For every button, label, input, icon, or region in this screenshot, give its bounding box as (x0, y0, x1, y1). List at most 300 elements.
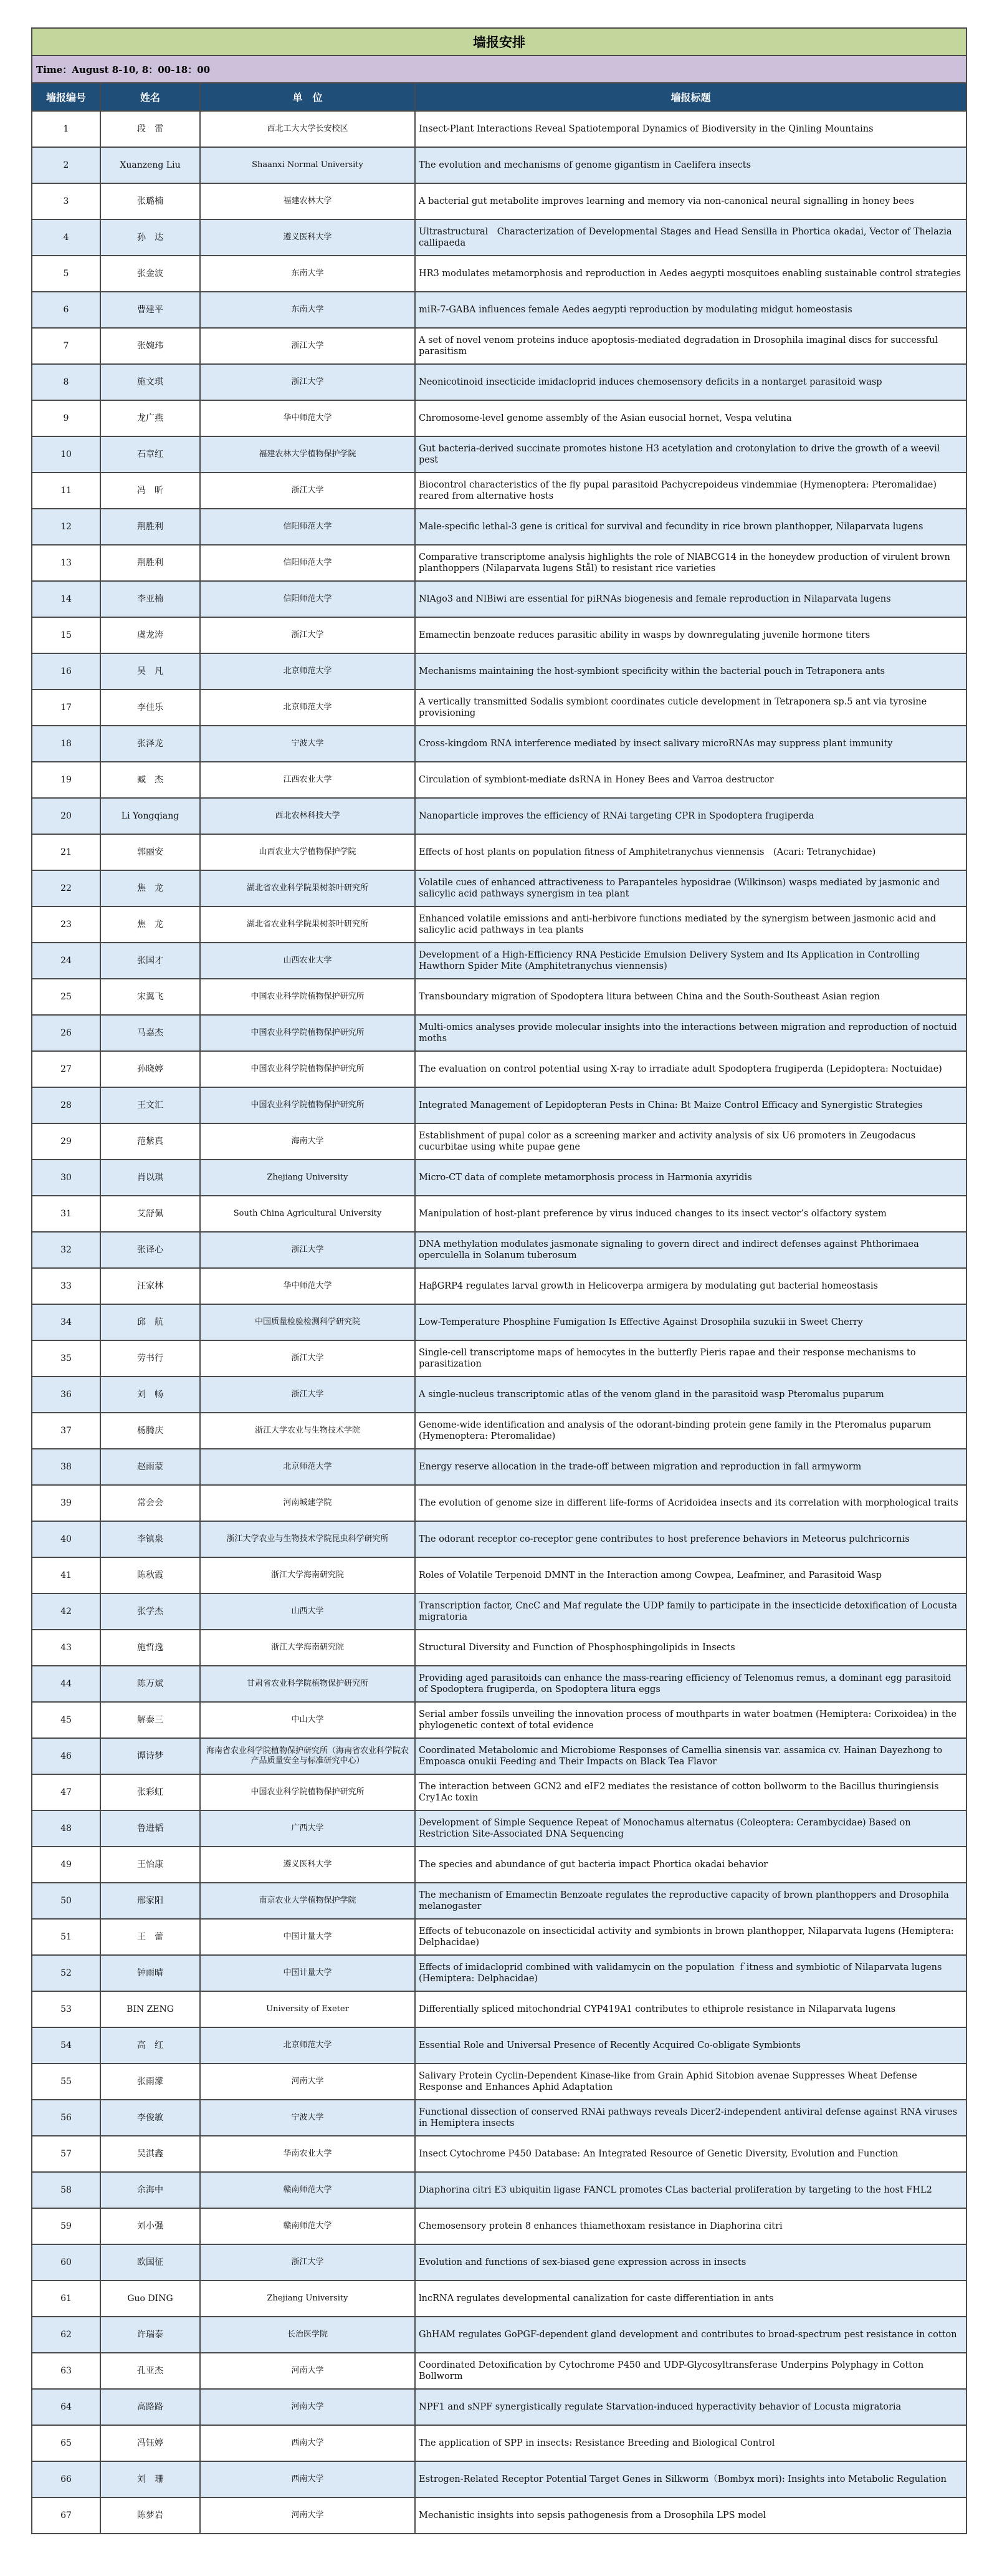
poster-title: Circulation of symbiont-mediate dsRNA in Honey Bees and Varroa destructor (415, 762, 966, 798)
presenter-name: 王怡康 (100, 1847, 200, 1883)
table-row (32, 1087, 966, 1123)
presenter-unit: 浙江大学海南研究院 (200, 1630, 415, 1666)
table-row (32, 1738, 966, 1774)
poster-number: 14 (32, 581, 100, 617)
presenter-name: 吴 凡 (100, 653, 200, 690)
table-row (32, 726, 966, 762)
presenter-name: 肖以琪 (100, 1160, 200, 1196)
presenter-unit: 西南大学 (200, 2461, 415, 2497)
poster-title: HaβGRP4 regulates larval growth in Helicoverpa armigera by modulating gut bacterial homeostasis (415, 1268, 966, 1304)
poster-number: 63 (32, 2353, 100, 2389)
table-row (32, 906, 966, 943)
poster-title: Mechanisms maintaining the host-symbiont specificity within the bacterial pouch in Tetraponera ants (415, 653, 966, 690)
presenter-name: BIN ZENG (100, 1991, 200, 2027)
presenter-unit: 中国计量大学 (200, 1919, 415, 1955)
table-row (32, 1413, 966, 1449)
poster-number: 27 (32, 1051, 100, 1087)
poster-number: 56 (32, 2100, 100, 2136)
presenter-unit: Zhejiang University (200, 2280, 415, 2317)
presenter-name: 刘小强 (100, 2208, 200, 2244)
presenter-name: 邱 航 (100, 1304, 200, 1340)
poster-number: 6 (32, 292, 100, 328)
table-row (32, 2497, 966, 2534)
presenter-name: Guo DING (100, 2280, 200, 2317)
presenter-name: 孔亚杰 (100, 2353, 200, 2389)
poster-title: GhHAM regulates GoPGF-dependent gland development and contributes to broad-spectrum pest resistance in cotton (415, 2317, 966, 2353)
poster-title: The mechanism of Emamectin Benzoate regulates the reproductive capacity of brown planthoppers and Drosophila melanogaster (415, 1883, 966, 1919)
poster-number: 67 (32, 2497, 100, 2534)
table-row (32, 2280, 966, 2317)
presenter-name: 赵雨蒙 (100, 1449, 200, 1485)
table-row (32, 111, 966, 147)
presenter-unit: 赣南师范大学 (200, 2208, 415, 2244)
table-row (32, 400, 966, 436)
poster-title: Male-specific lethal-3 gene is critical for survival and fecundity in rice brown planthopper, Nilaparvata lugens (415, 509, 966, 545)
header-unit: 单 位 (200, 83, 415, 111)
presenter-unit: 浙江大学 (200, 328, 415, 364)
presenter-name: 郭丽安 (100, 834, 200, 870)
table-row (32, 1630, 966, 1666)
poster-title: Coordinated Detoxification by Cytochrome P450 and UDP-Glycosyltransferase Underpins Polyphagy in Cotton Bollworm (415, 2353, 966, 2389)
poster-number: 3 (32, 183, 100, 219)
presenter-unit: 山西农业大学 (200, 943, 415, 979)
presenter-name: 陈梦岩 (100, 2497, 200, 2534)
poster-number: 34 (32, 1304, 100, 1340)
presenter-unit: Shaanxi Normal University (200, 147, 415, 183)
presenter-unit: 江西农业大学 (200, 762, 415, 798)
presenter-unit: 山西大学 (200, 1593, 415, 1630)
presenter-name: 张学杰 (100, 1593, 200, 1630)
poster-title: Evolution and functions of sex-biased gene expression across in insects (415, 2244, 966, 2280)
presenter-name: 荆胜利 (100, 545, 200, 581)
presenter-unit: 福建农林大学 (200, 183, 415, 219)
table-row (32, 2244, 966, 2280)
presenter-name: 王文汇 (100, 1087, 200, 1123)
poster-number: 30 (32, 1160, 100, 1196)
poster-title: Serial amber fossils unveiling the innovation process of mouthparts in water boatmen (Hemiptera: Corixoidea) in the phylogenetic context of total evidence (415, 1702, 966, 1738)
poster-number: 2 (32, 147, 100, 183)
poster-title: Transcription factor, CncC and Maf regulate the UDP family to participate in the insecticide detoxification of Locusta migratoria (415, 1593, 966, 1630)
poster-number: 66 (32, 2461, 100, 2497)
poster-title: Essential Role and Universal Presence of Recently Acquired Co-obligate Symbionts (415, 2027, 966, 2064)
poster-title: Salivary Protein Cyclin-Dependent Kinase-like from Grain Aphid Sitobion avenae Suppresses Wheat Defense Response and Enhances Aphid Adaptation (415, 2064, 966, 2100)
table-row (32, 219, 966, 256)
presenter-unit: 广西大学 (200, 1810, 415, 1847)
table-row (32, 1593, 966, 1630)
poster-number: 59 (32, 2208, 100, 2244)
table-row (32, 509, 966, 545)
table-row (32, 1919, 966, 1955)
presenter-name: 石章红 (100, 436, 200, 473)
table-row (32, 1268, 966, 1304)
presenter-unit: 河南城建学院 (200, 1485, 415, 1521)
poster-title: Genome-wide identification and analysis of the odorant-binding protein gene family in the Pteromalus puparum (Hymenoptera: Pteromalidae) (415, 1413, 966, 1449)
poster-number: 45 (32, 1702, 100, 1738)
presenter-name: 张婉玮 (100, 328, 200, 364)
poster-number: 37 (32, 1413, 100, 1449)
time-info: Time：August 8-10, 8：00-18：00 (32, 55, 966, 83)
presenter-unit: 甘肃省农业科学院植物保护研究所 (200, 1666, 415, 1702)
poster-number: 41 (32, 1557, 100, 1593)
poster-number: 16 (32, 653, 100, 690)
presenter-name: 李镇泉 (100, 1521, 200, 1557)
poster-title: Development of Simple Sequence Repeat of Monochamus alternatus (Coleoptera: Cerambycidae) Based on Restriction Site-Associated DNA Sequencing (415, 1810, 966, 1847)
presenter-name: 汪家林 (100, 1268, 200, 1304)
presenter-name: 马嘉杰 (100, 1015, 200, 1051)
presenter-unit: 北京师范大学 (200, 2027, 415, 2064)
poster-number: 53 (32, 1991, 100, 2027)
time-row (32, 55, 966, 83)
poster-title: Biocontrol characteristics of the fly pupal parasitoid Pachycrepoideus vindemmiae (Hymenoptera: Pteromalidae) reared from alternative hosts (415, 473, 966, 509)
presenter-unit: 中国农业科学院植物保护研究所 (200, 1774, 415, 1810)
presenter-name: 钟雨晴 (100, 1955, 200, 1991)
presenter-unit: 北京师范大学 (200, 653, 415, 690)
presenter-name: 张彩虹 (100, 1774, 200, 1810)
poster-number: 32 (32, 1232, 100, 1268)
presenter-unit: 浙江大学 (200, 1377, 415, 1413)
presenter-name: 龙广燕 (100, 400, 200, 436)
poster-number: 40 (32, 1521, 100, 1557)
table-row (32, 2136, 966, 2172)
presenter-unit: Zhejiang University (200, 1160, 415, 1196)
presenter-unit: 海南大学 (200, 1123, 415, 1160)
poster-number: 48 (32, 1810, 100, 1847)
presenter-name: 冯 昕 (100, 473, 200, 509)
sheet-title: 墙报安排 (32, 28, 966, 55)
poster-number: 5 (32, 256, 100, 292)
table-row (32, 256, 966, 292)
poster-title: Effects of host plants on population fitness of Amphitetranychus viennensis (Acari: Tetranychidae) (415, 834, 966, 870)
poster-number: 8 (32, 364, 100, 400)
presenter-unit: 浙江大学 (200, 2244, 415, 2280)
poster-number: 43 (32, 1630, 100, 1666)
presenter-unit: 海南省农业科学院植物保护研究所（海南省农业科学院农产品质量安全与标准研究中心） (200, 1738, 415, 1774)
presenter-unit: 山西农业大学植物保护学院 (200, 834, 415, 870)
presenter-name: 焦 龙 (100, 906, 200, 943)
poster-rows (32, 111, 966, 2534)
poster-title: Gut bacteria-derived succinate promotes histone H3 acetylation and crotonylation to drive the growth of a weevil pest (415, 436, 966, 473)
presenter-name: 劳书行 (100, 1340, 200, 1377)
presenter-unit: 遵义医科大学 (200, 1847, 415, 1883)
table-row (32, 1232, 966, 1268)
presenter-name: 施哲逸 (100, 1630, 200, 1666)
presenter-name: 虞龙涛 (100, 617, 200, 653)
table-row (32, 2353, 966, 2389)
table-row (32, 328, 966, 364)
presenter-name: 高路路 (100, 2389, 200, 2425)
poster-number: 39 (32, 1485, 100, 1521)
presenter-unit: 浙江大学海南研究院 (200, 1557, 415, 1593)
poster-title: Ultrastructural Characterization of Developmental Stages and Head Sensilla in Phortica okadai, Vector of Thelazia callipaeda (415, 219, 966, 256)
table-row (32, 653, 966, 690)
presenter-unit: 浙江大学 (200, 473, 415, 509)
presenter-name: 陈秋霞 (100, 1557, 200, 1593)
presenter-name: 王 蕾 (100, 1919, 200, 1955)
poster-title: The evaluation on control potential using X-ray to irradiate adult Spodoptera frugiperda (Lepidoptera: Noctuidae) (415, 1051, 966, 1087)
presenter-name: 张璐楠 (100, 183, 200, 219)
poster-number: 15 (32, 617, 100, 653)
poster-number: 33 (32, 1268, 100, 1304)
presenter-unit: 中山大学 (200, 1702, 415, 1738)
poster-title: Providing aged parasitoids can enhance the mass-rearing efficiency of Telenomus remus, a dominant egg parasitoid of Spodoptera frugiperda, on Spodoptera litura eggs (415, 1666, 966, 1702)
poster-title: Diaphorina citri E3 ubiquitin ligase FANCL promotes CLas bacterial proliferation by targeting to the host FHL2 (415, 2172, 966, 2208)
presenter-name: 宋翼飞 (100, 979, 200, 1015)
presenter-unit: 北京师范大学 (200, 690, 415, 726)
table-row (32, 979, 966, 1015)
presenter-unit: 浙江大学 (200, 617, 415, 653)
presenter-unit: 赣南师范大学 (200, 2172, 415, 2208)
presenter-name: 高 红 (100, 2027, 200, 2064)
presenter-unit: 西北农林科技大学 (200, 798, 415, 834)
poster-number: 28 (32, 1087, 100, 1123)
presenter-unit: 中国农业科学院植物保护研究所 (200, 1051, 415, 1087)
poster-number: 60 (32, 2244, 100, 2280)
presenter-name: 杨腾庆 (100, 1413, 200, 1449)
poster-title: Chromosome-level genome assembly of the Asian eusocial hornet, Vespa velutina (415, 400, 966, 436)
table-row (32, 1847, 966, 1883)
table-row (32, 1883, 966, 1919)
poster-title: Comparative transcriptome analysis highlights the role of NlABCG14 in the honeydew production of virulent brown planthoppers (Nilaparvata lugens Stål) to resistant rice varieties (415, 545, 966, 581)
poster-title: The odorant receptor co-receptor gene contributes to host preference behaviors in Meteorus pulchricornis (415, 1521, 966, 1557)
poster-number: 11 (32, 473, 100, 509)
poster-number: 61 (32, 2280, 100, 2317)
presenter-name: 吴淇鑫 (100, 2136, 200, 2172)
table-row (32, 1051, 966, 1087)
poster-number: 58 (32, 2172, 100, 2208)
poster-number: 12 (32, 509, 100, 545)
poster-number: 51 (32, 1919, 100, 1955)
presenter-unit: 河南大学 (200, 2497, 415, 2534)
table-row (32, 870, 966, 906)
presenter-name: 孙晓婷 (100, 1051, 200, 1087)
poster-title: A set of novel venom proteins induce apoptosis-mediated degradation in Drosophila imaginal discs for successful parasitism (415, 328, 966, 364)
poster-number: 10 (32, 436, 100, 473)
table-row (32, 834, 966, 870)
presenter-unit: 宁波大学 (200, 2100, 415, 2136)
poster-title: Manipulation of host-plant preference by virus induced changes to its insect vector’s olfactory system (415, 1196, 966, 1232)
presenter-unit: 湖北省农业科学院果树茶叶研究所 (200, 870, 415, 906)
presenter-unit: 中国农业科学院植物保护研究所 (200, 1087, 415, 1123)
poster-title: Low-Temperature Phosphine Fumigation Is Effective Against Drosophila suzukii in Sweet Cherry (415, 1304, 966, 1340)
poster-number: 22 (32, 870, 100, 906)
presenter-unit: 中国农业科学院植物保护研究所 (200, 1015, 415, 1051)
poster-number: 20 (32, 798, 100, 834)
presenter-name: Li Yongqiang (100, 798, 200, 834)
table-row (32, 690, 966, 726)
poster-title: Insect-Plant Interactions Reveal Spatiotemporal Dynamics of Biodiversity in the Qinling Mountains (415, 111, 966, 147)
table-row (32, 545, 966, 581)
poster-title: Volatile cues of enhanced attractiveness to Parapanteles hyposidrae (Wilkinson) wasps mediated by jasmonic and salicylic acid pathways synergism in tea plant (415, 870, 966, 906)
presenter-name: 段 雷 (100, 111, 200, 147)
presenter-unit: 西南大学 (200, 2425, 415, 2461)
table-row (32, 2064, 966, 2100)
presenter-name: 冯钰婷 (100, 2425, 200, 2461)
poster-number: 18 (32, 726, 100, 762)
poster-title: The species and abundance of gut bacteria impact Phortica okadai behavior (415, 1847, 966, 1883)
presenter-unit: 浙江大学农业与生物技术学院 (200, 1413, 415, 1449)
poster-title: Insect Cytochrome P450 Database: An Integrated Resource of Genetic Diversity, Evolution and Function (415, 2136, 966, 2172)
table-row (32, 2100, 966, 2136)
table-row (32, 2172, 966, 2208)
poster-number: 49 (32, 1847, 100, 1883)
presenter-name: 余海中 (100, 2172, 200, 2208)
table-row (32, 2425, 966, 2461)
poster-title: lncRNA regulates developmental canalization for caste differentiation in ants (415, 2280, 966, 2317)
poster-number: 47 (32, 1774, 100, 1810)
poster-number: 31 (32, 1196, 100, 1232)
presenter-unit: 中国质量检验检测科学研究院 (200, 1304, 415, 1340)
presenter-name: 张金波 (100, 256, 200, 292)
poster-title: Emamectin benzoate reduces parasitic ability in wasps by downregulating juvenile hormone titers (415, 617, 966, 653)
table-row (32, 1304, 966, 1340)
poster-title: Integrated Management of Lepidopteran Pests in China: Bt Maize Control Efficacy and Synergistic Strategies (415, 1087, 966, 1123)
presenter-unit: 福建农林大学植物保护学院 (200, 436, 415, 473)
poster-schedule-sheet (31, 27, 966, 2534)
presenter-unit: 中国农业科学院植物保护研究所 (200, 979, 415, 1015)
presenter-name: 许瑞泰 (100, 2317, 200, 2353)
poster-title: NPF1 and sNPF synergistically regulate Starvation-induced hyperactivity behavior of Locusta migratoria (415, 2389, 966, 2425)
poster-title: Estrogen-Related Receptor Potential Target Genes in Silkworm（Bombyx mori): Insights into Metabolic Regulation (415, 2461, 966, 2497)
poster-title: Cross-kingdom RNA interference mediated by insect salivary microRNAs may suppress plant immunity (415, 726, 966, 762)
poster-number: 17 (32, 690, 100, 726)
presenter-name: 解泰三 (100, 1702, 200, 1738)
poster-title: HR3 modulates metamorphosis and reproduction in Aedes aegypti mosquitoes enabling sustainable control strategies (415, 256, 966, 292)
poster-number: 25 (32, 979, 100, 1015)
presenter-unit: 遵义医科大学 (200, 219, 415, 256)
poster-title: DNA methylation modulates jasmonate signaling to govern direct and indirect defenses against Phthorimaea operculella in Solanum tuberosum (415, 1232, 966, 1268)
poster-title: Micro-CT data of complete metamorphosis process in Harmonia axyridis (415, 1160, 966, 1196)
header-poster-title: 墙报标题 (415, 83, 966, 111)
presenter-unit: 华中师范大学 (200, 1268, 415, 1304)
poster-title: Nanoparticle improves the efficiency of RNAi targeting CPR in Spodoptera frugiperda (415, 798, 966, 834)
presenter-name: 鲁进韬 (100, 1810, 200, 1847)
presenter-unit: University of Exeter (200, 1991, 415, 2027)
poster-number: 50 (32, 1883, 100, 1919)
poster-number: 65 (32, 2425, 100, 2461)
poster-title: Effects of imidacloprid combined with validamycin on the population ｆitness and symbiotic of Nilaparvata lugens (Hemiptera: Delphacidae) (415, 1955, 966, 1991)
presenter-name: 艾舒佩 (100, 1196, 200, 1232)
poster-number: 35 (32, 1340, 100, 1377)
table-row (32, 1377, 966, 1413)
presenter-name: 邢家阳 (100, 1883, 200, 1919)
title-row (32, 28, 966, 55)
poster-number: 7 (32, 328, 100, 364)
table-row (32, 2208, 966, 2244)
poster-number: 1 (32, 111, 100, 147)
poster-number: 57 (32, 2136, 100, 2172)
table-row (32, 581, 966, 617)
presenter-name: 张译心 (100, 1232, 200, 1268)
poster-title: Roles of Volatile Terpenoid DMNT in the Interaction among Cowpea, Leafminer, and Parasitoid Wasp (415, 1557, 966, 1593)
table-row (32, 1521, 966, 1557)
poster-title: NlAgo3 and NlBiwi are essential for piRNAs biogenesis and female reproduction in Nilaparvata lugens (415, 581, 966, 617)
table-row (32, 1340, 966, 1377)
poster-schedule-table (31, 27, 967, 2534)
table-row (32, 436, 966, 473)
table-row (32, 762, 966, 798)
poster-title: A bacterial gut metabolite improves learning and memory via non-canonical neural signalling in honey bees (415, 183, 966, 219)
poster-title: Effects of tebuconazole on insecticidal activity and symbionts in brown planthopper, Nilaparvata lugens (Hemiptera: Delphacidae) (415, 1919, 966, 1955)
poster-number: 36 (32, 1377, 100, 1413)
presenter-name: 荆胜利 (100, 509, 200, 545)
presenter-name: 谭诗梦 (100, 1738, 200, 1774)
presenter-name: 李俊敏 (100, 2100, 200, 2136)
table-row (32, 2317, 966, 2353)
header-name: 姓名 (100, 83, 200, 111)
presenter-unit: 长治医学院 (200, 2317, 415, 2353)
poster-number: 54 (32, 2027, 100, 2064)
poster-title: Differentially spliced mitochondrial CYP419A1 contributes to ethiprole resistance in Nilaparvata lugens (415, 1991, 966, 2027)
poster-title: Coordinated Metabolomic and Microbiome Responses of Camellia sinensis var. assamica cv. Hainan Dayezhong to Empoasca onukii Feeding and Their Impacts on Black Tea Flavor (415, 1738, 966, 1774)
presenter-name: 常会会 (100, 1485, 200, 1521)
table-row (32, 1123, 966, 1160)
poster-number: 46 (32, 1738, 100, 1774)
table-row (32, 364, 966, 400)
poster-number: 64 (32, 2389, 100, 2425)
presenter-name: 施文琪 (100, 364, 200, 400)
presenter-name: 焦 龙 (100, 870, 200, 906)
poster-title: Functional dissection of conserved RNAi pathways reveals Dicer2-independent antiviral defense against RNA viruses in Hemiptera insects (415, 2100, 966, 2136)
poster-number: 42 (32, 1593, 100, 1630)
presenter-unit: 信阳师范大学 (200, 509, 415, 545)
table-row (32, 473, 966, 509)
table-row (32, 943, 966, 979)
table-row (32, 1557, 966, 1593)
presenter-unit: 华中师范大学 (200, 400, 415, 436)
header-row (32, 83, 966, 111)
presenter-name: 曹建平 (100, 292, 200, 328)
presenter-unit: 浙江大学 (200, 1232, 415, 1268)
poster-number: 38 (32, 1449, 100, 1485)
table-row (32, 183, 966, 219)
presenter-unit: 浙江大学 (200, 364, 415, 400)
poster-number: 29 (32, 1123, 100, 1160)
poster-number: 9 (32, 400, 100, 436)
table-row (32, 1810, 966, 1847)
table-row (32, 1160, 966, 1196)
poster-number: 44 (32, 1666, 100, 1702)
presenter-unit: 北京师范大学 (200, 1449, 415, 1485)
table-row (32, 617, 966, 653)
presenter-name: 张国才 (100, 943, 200, 979)
poster-title: Energy reserve allocation in the trade-off between migration and reproduction in fall armyworm (415, 1449, 966, 1485)
table-row (32, 147, 966, 183)
poster-title: The evolution and mechanisms of genome gigantism in Caelifera insects (415, 147, 966, 183)
poster-number: 23 (32, 906, 100, 943)
poster-number: 4 (32, 219, 100, 256)
poster-title: Structural Diversity and Function of Phosphosphingolipids in Insects (415, 1630, 966, 1666)
poster-title: miR-7-GABA influences female Aedes aegypti reproduction by modulating midgut homeostasis (415, 292, 966, 328)
table-row (32, 1485, 966, 1521)
poster-title: The evolution of genome size in different life-forms of Acridoidea insects and its correlation with morphological traits (415, 1485, 966, 1521)
poster-title: A vertically transmitted Sodalis symbiont coordinates cuticle development in Tetraponera sp.5 ant via tyrosine provisioning (415, 690, 966, 726)
table-row (32, 1955, 966, 1991)
poster-number: 62 (32, 2317, 100, 2353)
presenter-unit: 河南大学 (200, 2389, 415, 2425)
table-row (32, 1666, 966, 1702)
presenter-name: Xuanzeng Liu (100, 147, 200, 183)
presenter-unit: 河南大学 (200, 2064, 415, 2100)
presenter-name: 臧 杰 (100, 762, 200, 798)
presenter-unit: 西北工大大学长安校区 (200, 111, 415, 147)
presenter-unit: 中国计量大学 (200, 1955, 415, 1991)
presenter-unit: South China Agricultural University (200, 1196, 415, 1232)
presenter-name: 孙 达 (100, 219, 200, 256)
poster-title: Enhanced volatile emissions and anti-herbivore functions mediated by the synergism between jasmonic acid and salicylic acid pathways in tea plants (415, 906, 966, 943)
poster-title: A single-nucleus transcriptomic atlas of the venom gland in the parasitoid wasp Pteromalus puparum (415, 1377, 966, 1413)
presenter-unit: 华南农业大学 (200, 2136, 415, 2172)
presenter-name: 欧国征 (100, 2244, 200, 2280)
